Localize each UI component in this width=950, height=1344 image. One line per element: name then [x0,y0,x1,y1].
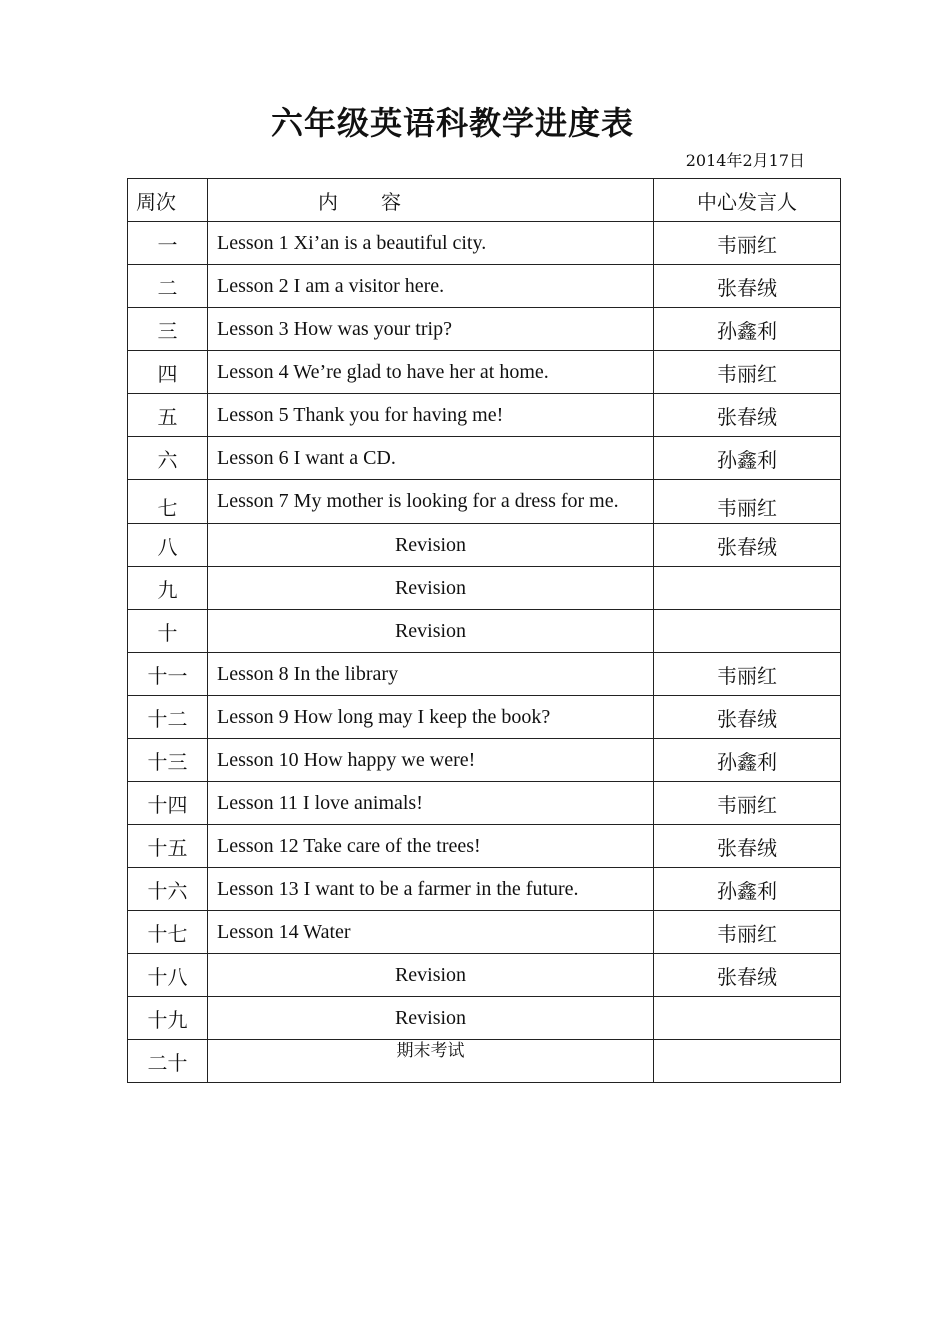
table-row [128,825,841,868]
content-cell: Lesson 3 How was your trip? [208,308,654,351]
speaker-cell [654,610,841,653]
week-cell: 十三 [128,739,208,782]
speaker-cell: 孙鑫利 [654,868,841,911]
week-cell: 三 [128,308,208,351]
table-row [128,394,841,437]
speaker-cell: 孙鑫利 [654,739,841,782]
exam-note: 期末考试 [396,1041,465,1061]
table-row [128,739,841,782]
week-cell: 七 [128,480,208,524]
table-row [128,782,841,825]
speaker-cell [654,1040,841,1083]
speaker-cell: 韦丽红 [654,222,841,265]
speaker-cell: 张春绒 [654,265,841,308]
table-row [128,308,841,351]
content-cell: Lesson 12 Take care of the trees! [208,825,654,868]
week-cell: 六 [128,437,208,480]
content-cell: Lesson 10 How happy we were! [208,739,654,782]
speaker-cell: 孙鑫利 [654,308,841,351]
table-row [128,610,841,653]
table-row [128,222,841,265]
week-cell: 十六 [128,868,208,911]
table-row [128,567,841,610]
speaker-cell: 张春绒 [654,954,841,997]
content-cell: Lesson 6 I want a CD. [208,437,654,480]
speaker-cell: 韦丽红 [654,782,841,825]
week-cell: 十二 [128,696,208,739]
content-cell: Lesson 11 I love animals! [208,782,654,825]
week-cell: 十 [128,610,208,653]
table-row [128,265,841,308]
table-row [128,480,841,524]
speaker-cell: 孙鑫利 [654,437,841,480]
header-week: 周次 [128,179,208,222]
content-cell: Lesson 14 Water [208,911,654,954]
table-row [128,997,841,1040]
content-cell [208,1040,654,1083]
speaker-cell: 张春绒 [654,696,841,739]
content-cell: Revision [208,567,654,610]
content-cell: Lesson 5 Thank you for having me! [208,394,654,437]
header-speaker: 中心发言人 [654,179,841,222]
week-cell: 九 [128,567,208,610]
table-row [128,653,841,696]
table-row [128,351,841,394]
content-cell: Revision [208,524,654,567]
speaker-cell [654,567,841,610]
table-row [128,954,841,997]
table-row [128,437,841,480]
week-cell: 十四 [128,782,208,825]
speaker-cell: 张春绒 [654,825,841,868]
week-cell: 一 [128,222,208,265]
content-cell: Lesson 8 In the library [208,653,654,696]
table-row [128,696,841,739]
week-cell: 十七 [128,911,208,954]
week-cell: 二 [128,265,208,308]
content-cell: Lesson 9 How long may I keep the book? [208,696,654,739]
speaker-cell: 张春绒 [654,394,841,437]
speaker-cell: 韦丽红 [654,911,841,954]
document-title: 六年级英语科教学进度表 [270,104,634,142]
table-header-row [128,179,841,222]
schedule-table [127,178,841,1083]
speaker-cell: 张春绒 [654,524,841,567]
table-row [128,911,841,954]
speaker-cell: 韦丽红 [654,480,841,524]
content-cell: Revision [208,610,654,653]
week-cell: 十五 [128,825,208,868]
week-cell: 五 [128,394,208,437]
week-cell: 四 [128,351,208,394]
content-cell: Revision [208,954,654,997]
speaker-cell: 韦丽红 [654,653,841,696]
speaker-cell: 韦丽红 [654,351,841,394]
table-row [128,868,841,911]
content-cell: Lesson 13 I want to be a farmer in the future. [208,868,654,911]
content-cell: Lesson 7 My mother is looking for a dress for me. [208,480,654,524]
week-cell: 二十 [128,1040,208,1083]
speaker-cell [654,997,841,1040]
content-cell: Lesson 2 I am a visitor here. [208,265,654,308]
document-date: 2014年2月17日 [685,151,805,170]
content-cell: Lesson 1 Xi’an is a beautiful city. [208,222,654,265]
week-cell: 八 [128,524,208,567]
content-cell: Lesson 4 We’re glad to have her at home. [208,351,654,394]
header-content: 内 容 [208,179,654,222]
week-cell: 十九 [128,997,208,1040]
content-cell: Revision [208,997,654,1040]
week-cell: 十八 [128,954,208,997]
table-row [128,1040,841,1083]
table-row [128,524,841,567]
week-cell: 十一 [128,653,208,696]
